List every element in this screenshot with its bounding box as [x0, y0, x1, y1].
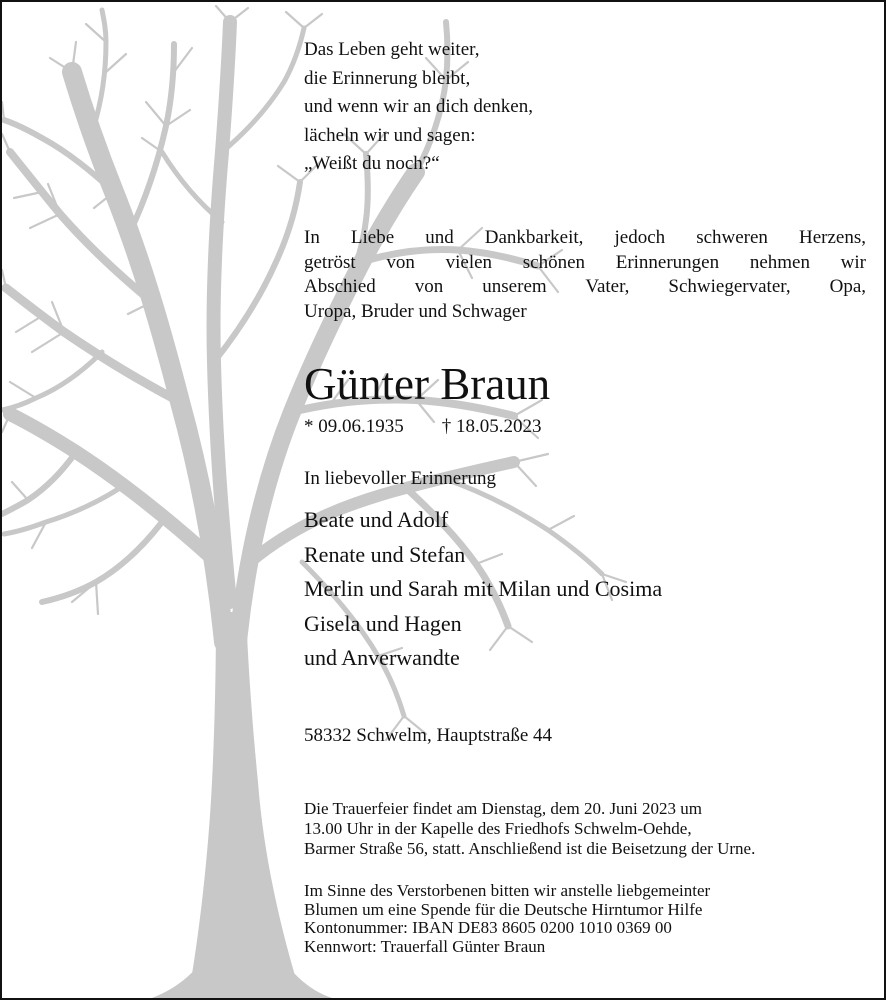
- address: 58332 Schwelm, Hauptstraße 44: [304, 725, 553, 746]
- poem-line: und wenn wir an dich denken,: [304, 96, 533, 117]
- donation-line: Im Sinne des Verstorbenen bitten wir anstelle liebgemeinter: [304, 881, 711, 900]
- ceremony-notice: [304, 799, 755, 859]
- poem-line: Das Leben geht weiter,: [304, 39, 480, 60]
- donation-notice: [304, 882, 710, 956]
- death-date: † 18.05.2023: [441, 416, 542, 437]
- poem-line: lächeln wir und sagen:: [304, 124, 476, 146]
- poem-line: „Weißt du noch?“: [304, 153, 440, 174]
- family-member: und Anverwandte: [304, 645, 460, 670]
- remembrance-line: In liebevoller Erinnerung: [304, 468, 497, 489]
- ceremony-line: Die Trauerfeier findet am Dienstag, dem 20. Juni 2023 um: [304, 799, 703, 818]
- life-dates: [304, 412, 542, 442]
- poem-line: die Erinnerung bleibt,: [304, 67, 471, 89]
- family-member: Renate und Stefan: [304, 541, 466, 567]
- intro-line: Uropa, Bruder und Schwager: [304, 300, 527, 322]
- birth-date: * 09.06.1935: [304, 416, 404, 437]
- ceremony-line: Barmer Straße 56, statt. Anschließend ist die Beisetzung der Urne.: [304, 839, 756, 858]
- intro-line: In Liebe und Dankbarkeit, jedoch schweren Herzens,: [304, 227, 866, 248]
- intro-paragraph: [304, 226, 866, 324]
- poem: [304, 36, 533, 179]
- donation-line: Blumen um eine Spende für die Deutsche Hirntumor Hilfe: [304, 899, 703, 919]
- family-member: Gisela und Hagen: [304, 610, 462, 636]
- donation-line: Kennwort: Trauerfall Günter Braun: [304, 936, 546, 956]
- family-member: Merlin und Sarah mit Milan und Cosima: [304, 576, 663, 601]
- family-list: [304, 503, 662, 676]
- intro-line: getröst von vielen schönen Erinnerungen nehmen wir: [304, 251, 866, 273]
- deceased-name: Günter Braun: [304, 359, 551, 409]
- donation-line: Kontonummer: IBAN DE83 8605 0200 1010 0369 00: [304, 918, 672, 937]
- intro-line: Abschied von unserem Vater, Schwiegervater, Opa,: [304, 276, 866, 298]
- family-member: Beate und Adolf: [304, 507, 449, 532]
- ceremony-line: 13.00 Uhr in der Kapelle des Friedhofs Schwelm-Oehde,: [304, 819, 692, 838]
